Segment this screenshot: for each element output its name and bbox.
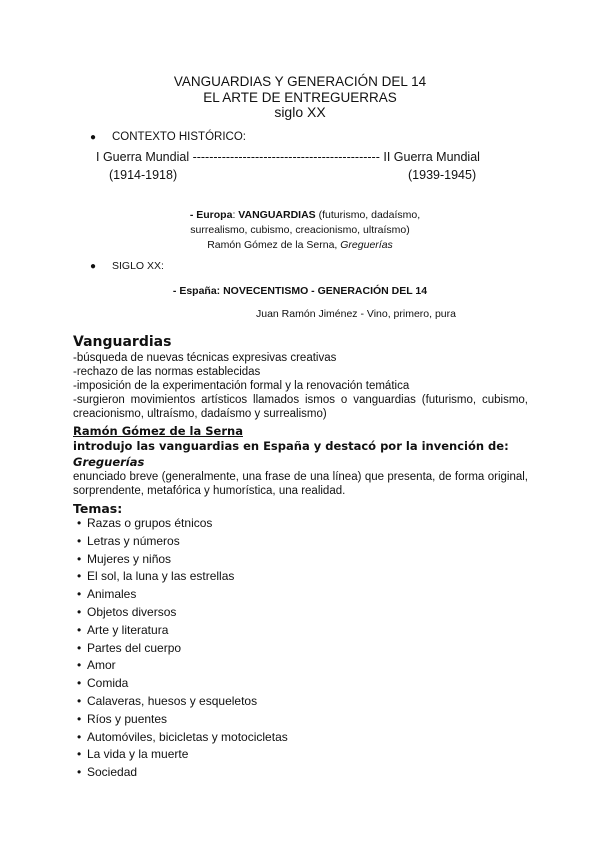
espana-rest: : NOVECENTISMO - GENERACIÓN DEL 14 [216,285,428,297]
temas-item-label: Letras y números [87,533,180,548]
temas-item-label: Razas o grupos étnicos [87,516,213,530]
temas-item-label: Ríos y puentes [87,711,168,726]
temas-item-label: Calaveras, huesos y esqueletos [87,693,258,708]
temas-list-item [73,657,528,675]
temas-list-item [73,675,528,693]
europa-author: Ramón Gómez de la Serna, [207,239,341,251]
bullet-icon: • [77,693,82,708]
temas-list-item [73,533,528,551]
europa-block [0,208,600,253]
ramon-intro: introdujo las vanguardias en España y destacó por la invención de: [73,439,509,453]
bullet-icon: • [77,747,82,762]
siglo-bullet-item [90,260,164,272]
temas-list-item [73,711,528,729]
contexto-label: CONTEXTO HISTÓRICO: [112,131,246,143]
body-section [73,333,528,782]
europa-vanguardias: VANGUARDIAS [238,209,316,221]
bullet-icon: • [77,658,82,673]
temas-item-label: Sociedad [87,765,138,780]
siglo-label: SIGLO XX: [112,260,164,272]
bullet-icon: • [77,551,82,566]
bullet-icon: • [77,622,82,637]
temas-item-label: Objetos diversos [87,604,177,619]
title-line-3: siglo XX [274,104,326,120]
vanguardias-line: -búsqueda de nuevas técnicas expresivas creativas [73,352,337,364]
temas-item-label: La vida y la muerte [87,747,189,762]
bullet-icon: • [77,765,82,780]
vanguardias-line: -rechazo de las normas establecidas [73,366,261,378]
bullet-icon: • [77,640,82,655]
bullet-icon: • [77,533,82,548]
title-line-1: VANGUARDIAS Y GENERACIÓN DEL 14 [173,74,427,89]
temas-heading: Temas: [73,501,123,516]
bullet-icon: ● [90,261,97,272]
bullet-icon: • [77,516,82,530]
temas-item-label: El sol, la luna y las estrellas [87,569,235,584]
temas-list-item [73,622,528,640]
wars-line: I Guerra Mundial --------------------------------------------- II Guerra Mundial [96,150,480,164]
bullet-icon: • [77,676,82,691]
temas-item-label: Automóviles, bicicletas y motocicletas [87,729,288,744]
temas-item-label: Comida [87,676,129,691]
temas-list-item [73,604,528,622]
europa-colon: : [232,209,239,221]
europa-greguerias: Greguerías [340,239,393,251]
temas-list-item [73,586,528,604]
temas-list-item [73,515,528,533]
temas-item-label: Amor [87,658,116,673]
greguerias-definition: enunciado breve (generalmente, una frase de una línea) que presenta, de forma original, sorprendente, metafórica y humorística, una realidad. [73,471,528,497]
temas-item-label: Arte y literatura [87,622,169,637]
temas-item-label: Mujeres y niños [87,551,172,566]
europa-prefix: - Europa [189,209,233,221]
espana-prefix: - España [172,285,217,297]
temas-list-item [73,551,528,569]
years-right: (1939-1945) [408,168,477,182]
europa-line-1 [0,208,600,223]
temas-list-item [73,746,528,764]
temas-list-item [73,693,528,711]
vanguardias-heading: Vanguardias [73,334,172,350]
temas-item-label: Animales [87,587,137,602]
europa-line-3 [0,238,600,253]
bullet-icon: • [77,587,82,602]
bullet-icon: • [77,711,82,726]
temas-list-item [73,640,528,658]
temas-list-item [73,764,528,782]
europa-line-2: surrealismo, cubismo, creacionismo, ultraísmo) [190,224,410,236]
title-block [0,74,600,121]
vanguardias-line: -imposición de la experimentación formal y la renovación temática [73,380,410,392]
europa-rest: (futurismo, dadaísmo, [315,209,421,221]
ramon-heading: Ramón Gómez de la Serna [73,424,243,438]
years-left: (1914-1918) [109,168,178,182]
temas-list [73,515,528,782]
bullet-icon: • [77,729,82,744]
espana-line [0,285,600,297]
greguerias-heading: Greguerías [73,455,145,469]
bullet-icon: ● [90,132,97,143]
jrj-line: Juan Ramón Jiménez - Vino, primero, pura [256,308,456,320]
temas-item-label: Partes del cuerpo [87,640,182,655]
title-line-2: EL ARTE DE ENTREGUERRAS [203,89,397,105]
temas-list-item [73,568,528,586]
bullet-icon: • [77,569,82,584]
contexto-bullet-item [90,131,246,143]
vanguardias-line: -surgieron movimientos artísticos llamados ismos o vanguardias (futurismo, cubismo, creacionismo, ultraísmo, dadaísmo y surrealismo) [73,394,528,420]
temas-list-item [73,729,528,747]
bullet-icon: • [77,604,82,619]
